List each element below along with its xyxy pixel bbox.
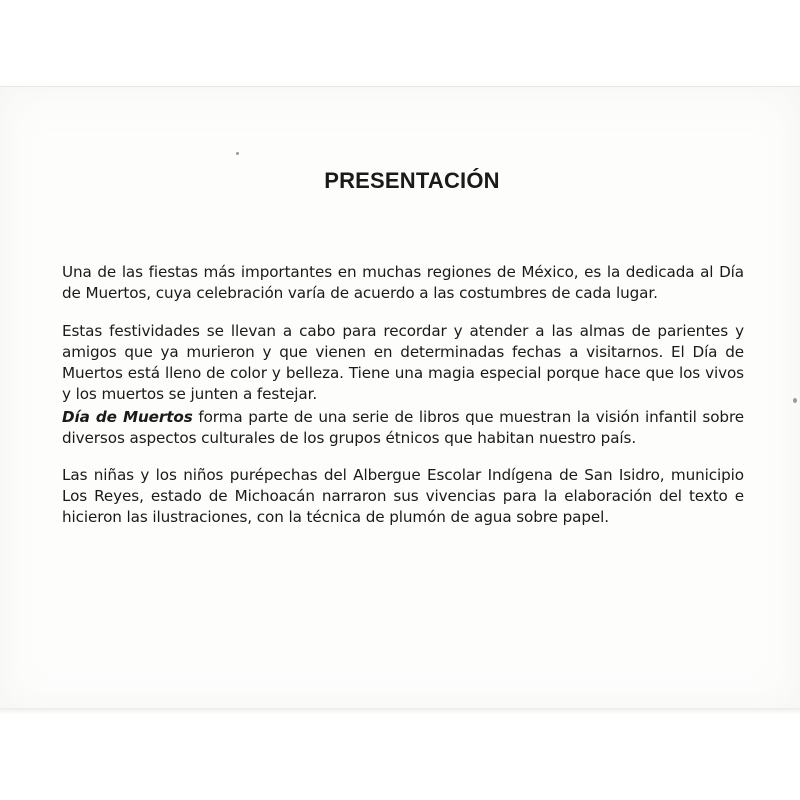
paragraph-text-rest: forma parte de una serie de libros que muestran la visión infantil sobre diversos aspectos culturales de los grupos étnicos que habitan nuestro país.	[62, 408, 745, 447]
paragraph-text: Estas festividades se llevan a cabo para recordar y atender a las almas de parientes y amigos que ya murieron y que vienen en determinadas fechas a visitarnos. El Día de Muertos está lleno de color y belleza. Tiene una magia especial porque hace que los vivos y los muertos se junten a festejar.	[62, 322, 744, 403]
paragraph-series	[62, 407, 744, 449]
paragraph-intro	[62, 262, 744, 304]
paragraph-text: Las niñas y los niños purépechas del Albergue Escolar Indígena de San Isidro, municipio Los Reyes, estado de Michoacán narraron sus vivencias para la elaboración del texto e hicieron las ilustraciones, con la técnica de plumón de agua sobre papel.	[62, 466, 744, 526]
paragraph-text	[62, 407, 744, 449]
page-bottom-edge	[0, 708, 800, 714]
paragraph-credits	[62, 465, 744, 528]
paragraph-text: Una de las fiestas más importantes en muchas regiones de México, es la dedicada al Día de Muertos, cuya celebración varía de acuerdo a las costumbres de cada lugar.	[62, 263, 744, 302]
paragraph-festivities	[62, 321, 744, 405]
book-title-emphasis: Día de Muertos	[62, 408, 193, 426]
paper-speck	[793, 398, 797, 403]
page-title: PRESENTACIÓN	[324, 168, 500, 193]
paper-speck	[236, 152, 239, 155]
